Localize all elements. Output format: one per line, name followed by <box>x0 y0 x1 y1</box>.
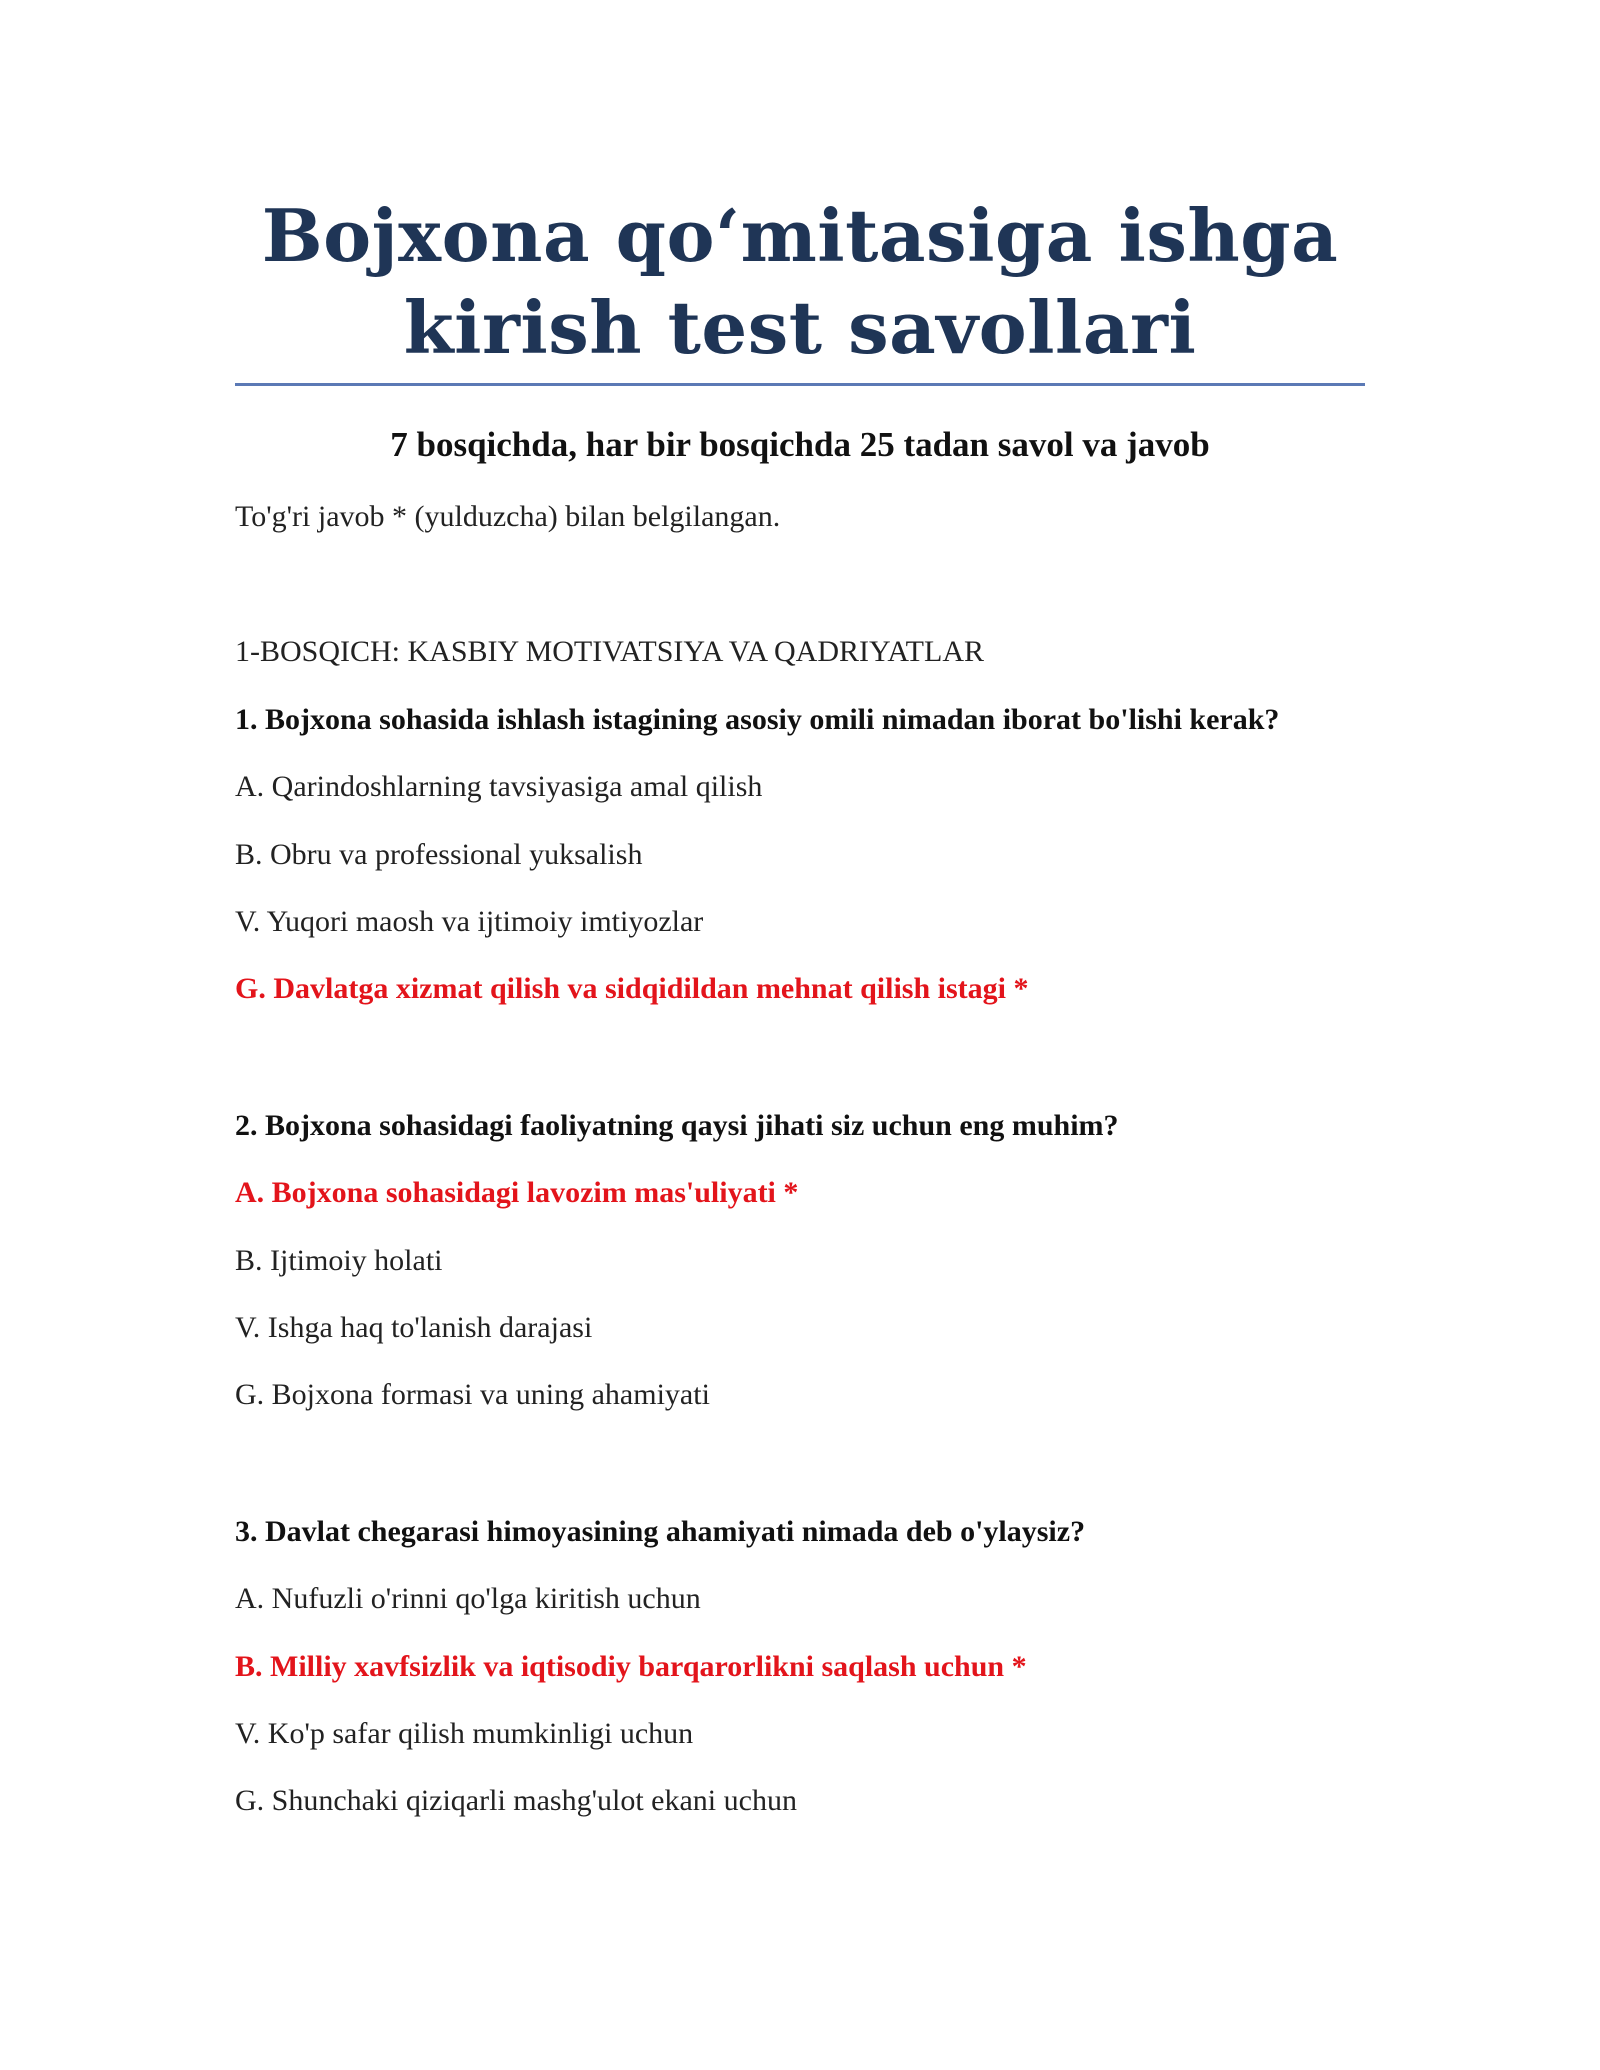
question-3-option-a: A. Nufuzli o'rinni qo'lga kiritish uchun <box>235 1582 701 1615</box>
page-subtitle: 7 bosqichda, har bir bosqichda 25 tadan savol va javob <box>390 425 1210 464</box>
question-1-option-b: B. Obru va professional yuksalish <box>235 838 643 871</box>
question-3-option-b-correct: B. Milliy xavfsizlik va iqtisodiy barqarorlikni saqlash uchun * <box>235 1650 1027 1683</box>
question-2-text: 2. Bojxona sohasidagi faoliyatning qaysi jihati siz uchun eng muhim? <box>235 1109 1119 1142</box>
question-1-option-a: A. Qarindoshlarning tavsiyasiga amal qilish <box>235 770 763 803</box>
question-1-text: 1. Bojxona sohasida ishlash istagining asosiy omili nimadan iborat bo'lishi kerak? <box>235 703 1280 736</box>
question-1-option-g-correct: G. Davlatga xizmat qilish va sidqidildan mehnat qilish istagi * <box>235 972 1029 1005</box>
section-heading: 1-BOSQICH: KASBIY MOTIVATSIYA VA QADRIYATLAR <box>235 635 984 668</box>
question-2-option-b: B. Ijtimoiy holati <box>235 1244 443 1277</box>
question-1-option-v: V. Yuqori maosh va ijtimoiy imtiyozlar <box>235 905 704 938</box>
question-3-option-g: G. Shunchaki qiziqarli mashg'ulot ekani uchun <box>235 1784 797 1817</box>
question-3-text: 3. Davlat chegarasi himoyasining ahamiyati nimada deb o'ylaysiz? <box>235 1515 1086 1548</box>
answer-key-note: To'g'ri javob * (yulduzcha) bilan belgilangan. <box>235 500 781 533</box>
title-line-1: Bojxona qo‘mitasiga ishga <box>261 193 1339 278</box>
title-line-2: kirish test savollari <box>403 285 1197 370</box>
title-divider <box>235 383 1365 386</box>
question-3-option-v: V. Ko'p safar qilish mumkinligi uchun <box>235 1717 694 1750</box>
page-title <box>235 190 1365 374</box>
question-2-option-v: V. Ishga haq to'lanish darajasi <box>235 1311 593 1344</box>
question-2-option-g: G. Bojxona formasi va uning ahamiyati <box>235 1378 710 1411</box>
question-2-option-a-correct: A. Bojxona sohasidagi lavozim mas'uliyati * <box>235 1176 799 1209</box>
